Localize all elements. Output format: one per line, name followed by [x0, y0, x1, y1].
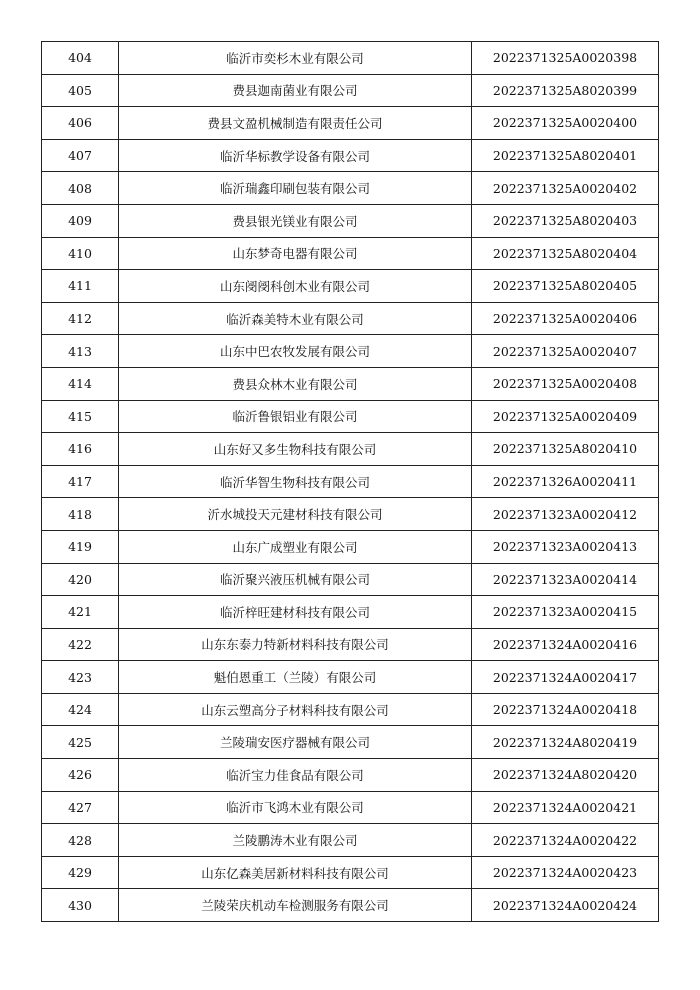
- company-name-cell: 临沂森美特木业有限公司: [119, 302, 472, 335]
- registration-code-cell: 2022371325A0020406: [472, 302, 659, 335]
- row-index-cell: 416: [42, 433, 119, 466]
- company-name-cell: 兰陵瑞安医疗器械有限公司: [119, 726, 472, 759]
- company-name-cell: 沂水城投天元建材科技有限公司: [119, 498, 472, 531]
- table-body: [42, 42, 659, 922]
- table-row: [42, 693, 659, 726]
- table-row: [42, 530, 659, 563]
- table-row: [42, 270, 659, 303]
- registration-code-cell: 2022371324A8020420: [472, 759, 659, 792]
- registration-code-cell: 2022371325A8020403: [472, 204, 659, 237]
- registration-code-cell: 2022371324A0020416: [472, 628, 659, 661]
- table-row: [42, 237, 659, 270]
- table-row: [42, 42, 659, 75]
- row-index-cell: 413: [42, 335, 119, 368]
- table-row: [42, 824, 659, 857]
- company-name-cell: 山东梦奇电器有限公司: [119, 237, 472, 270]
- table-row: [42, 791, 659, 824]
- table-row: [42, 335, 659, 368]
- row-index-cell: 427: [42, 791, 119, 824]
- registration-code-cell: 2022371324A8020419: [472, 726, 659, 759]
- row-index-cell: 429: [42, 856, 119, 889]
- registration-code-cell: 2022371323A0020413: [472, 530, 659, 563]
- company-name-cell: 魁伯恩重工（兰陵）有限公司: [119, 661, 472, 694]
- company-name-cell: 临沂华智生物科技有限公司: [119, 465, 472, 498]
- table-row: [42, 465, 659, 498]
- row-index-cell: 420: [42, 563, 119, 596]
- table-row: [42, 74, 659, 107]
- row-index-cell: 426: [42, 759, 119, 792]
- company-name-cell: 山东广成塑业有限公司: [119, 530, 472, 563]
- registration-code-cell: 2022371323A0020414: [472, 563, 659, 596]
- table-row: [42, 107, 659, 140]
- registration-code-cell: 2022371325A0020402: [472, 172, 659, 205]
- company-name-cell: 费县迦南菌业有限公司: [119, 74, 472, 107]
- row-index-cell: 414: [42, 367, 119, 400]
- company-name-cell: 临沂瑞鑫印刷包装有限公司: [119, 172, 472, 205]
- row-index-cell: 418: [42, 498, 119, 531]
- row-index-cell: 419: [42, 530, 119, 563]
- company-name-cell: 兰陵荣庆机动车检测服务有限公司: [119, 889, 472, 922]
- table-row: [42, 889, 659, 922]
- row-index-cell: 405: [42, 74, 119, 107]
- registration-code-cell: 2022371325A0020398: [472, 42, 659, 75]
- company-name-cell: 山东云塑高分子材料科技有限公司: [119, 693, 472, 726]
- company-name-cell: 山东中巴农牧发展有限公司: [119, 335, 472, 368]
- company-name-cell: 临沂华标教学设备有限公司: [119, 139, 472, 172]
- company-name-cell: 临沂梓旺建材科技有限公司: [119, 596, 472, 629]
- company-name-cell: 临沂市飞鸿木业有限公司: [119, 791, 472, 824]
- table-row: [42, 661, 659, 694]
- registration-code-cell: 2022371324A0020418: [472, 693, 659, 726]
- row-index-cell: 406: [42, 107, 119, 140]
- table-row: [42, 433, 659, 466]
- registration-code-cell: 2022371325A0020400: [472, 107, 659, 140]
- company-name-cell: 临沂宝力佳食品有限公司: [119, 759, 472, 792]
- registration-code-cell: 2022371324A0020423: [472, 856, 659, 889]
- company-list-table: [41, 41, 659, 922]
- table-row: [42, 367, 659, 400]
- row-index-cell: 430: [42, 889, 119, 922]
- registration-code-cell: 2022371323A0020412: [472, 498, 659, 531]
- registration-code-cell: 2022371325A8020399: [472, 74, 659, 107]
- company-name-cell: 临沂鲁银铝业有限公司: [119, 400, 472, 433]
- row-index-cell: 404: [42, 42, 119, 75]
- table-row: [42, 498, 659, 531]
- registration-code-cell: 2022371325A8020404: [472, 237, 659, 270]
- company-name-cell: 山东好又多生物科技有限公司: [119, 433, 472, 466]
- table-row: [42, 172, 659, 205]
- row-index-cell: 428: [42, 824, 119, 857]
- company-name-cell: 兰陵鹏涛木业有限公司: [119, 824, 472, 857]
- registration-code-cell: 2022371324A0020424: [472, 889, 659, 922]
- table-row: [42, 726, 659, 759]
- table-row: [42, 139, 659, 172]
- company-name-cell: 山东阌阌科创木业有限公司: [119, 270, 472, 303]
- registration-code-cell: 2022371326A0020411: [472, 465, 659, 498]
- registration-code-cell: 2022371325A8020405: [472, 270, 659, 303]
- registration-code-cell: 2022371325A0020407: [472, 335, 659, 368]
- table-row: [42, 856, 659, 889]
- registration-code-cell: 2022371324A0020421: [472, 791, 659, 824]
- registration-code-cell: 2022371325A0020409: [472, 400, 659, 433]
- row-index-cell: 412: [42, 302, 119, 335]
- registration-code-cell: 2022371324A0020417: [472, 661, 659, 694]
- company-name-cell: 临沂市奕杉木业有限公司: [119, 42, 472, 75]
- row-index-cell: 408: [42, 172, 119, 205]
- registration-code-cell: 2022371325A8020401: [472, 139, 659, 172]
- row-index-cell: 425: [42, 726, 119, 759]
- company-name-cell: 费县众林木业有限公司: [119, 367, 472, 400]
- row-index-cell: 410: [42, 237, 119, 270]
- registration-code-cell: 2022371325A0020408: [472, 367, 659, 400]
- company-name-cell: 山东亿森美居新材料科技有限公司: [119, 856, 472, 889]
- table-row: [42, 302, 659, 335]
- row-index-cell: 415: [42, 400, 119, 433]
- table-row: [42, 400, 659, 433]
- company-name-cell: 费县银光镁业有限公司: [119, 204, 472, 237]
- table-row: [42, 759, 659, 792]
- row-index-cell: 423: [42, 661, 119, 694]
- company-name-cell: 山东东泰力特新材料科技有限公司: [119, 628, 472, 661]
- registration-code-cell: 2022371324A0020422: [472, 824, 659, 857]
- row-index-cell: 421: [42, 596, 119, 629]
- table-row: [42, 596, 659, 629]
- row-index-cell: 424: [42, 693, 119, 726]
- row-index-cell: 411: [42, 270, 119, 303]
- company-name-cell: 临沂聚兴液压机械有限公司: [119, 563, 472, 596]
- row-index-cell: 407: [42, 139, 119, 172]
- table-row: [42, 563, 659, 596]
- row-index-cell: 409: [42, 204, 119, 237]
- company-name-cell: 费县文盈机械制造有限责任公司: [119, 107, 472, 140]
- registration-code-cell: 2022371325A8020410: [472, 433, 659, 466]
- registration-code-cell: 2022371323A0020415: [472, 596, 659, 629]
- table-row: [42, 628, 659, 661]
- row-index-cell: 417: [42, 465, 119, 498]
- table-row: [42, 204, 659, 237]
- row-index-cell: 422: [42, 628, 119, 661]
